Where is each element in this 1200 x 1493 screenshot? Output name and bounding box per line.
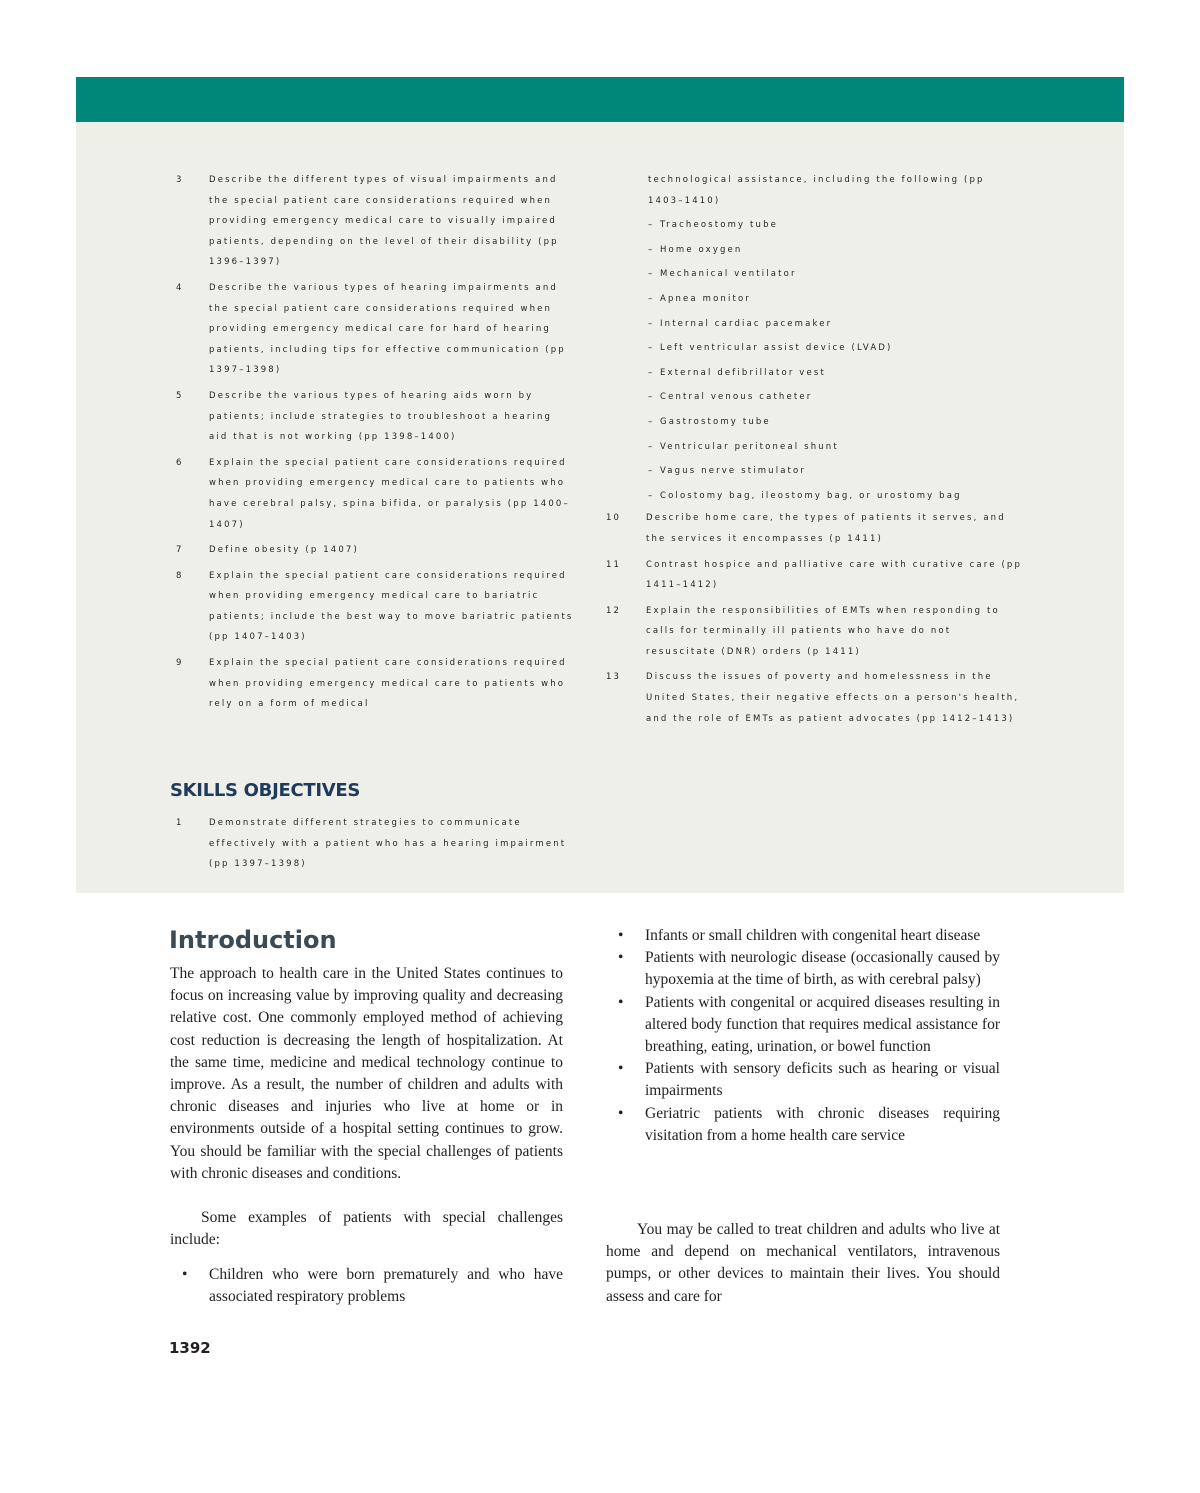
list-item: • Patients with congenital or acquired diseases resulting in altered body function that requires medical assistance for breathing, eating, urination, or bowel function xyxy=(606,992,1000,1059)
introduction-heading: Introduction xyxy=(169,926,337,954)
device-item: – Tracheostomy tube xyxy=(648,220,779,231)
device-item: – Home oxygen xyxy=(648,244,743,255)
device-item: – Colostomy bag, ileostomy bag, or urostomy bag xyxy=(648,490,962,501)
knowledge-objectives-right xyxy=(606,170,1026,729)
objective-continuation: technological assistance, including the following (pp 1403–1410) xyxy=(648,175,985,206)
list-item: • Geriatric patients with chronic diseases requiring visitation from a home health care service xyxy=(606,1103,1000,1147)
device-item: – Left ventricular assist device (LVAD) xyxy=(648,343,893,354)
objective-item: 4 Describe the various types of hearing impairments and the special patient care considerations required when providing emergency medical care for hard of hearing patients, including tips for effective communication (pp 1397–1398) xyxy=(176,282,566,376)
device-item: – Vagus nerve stimulator xyxy=(648,466,807,477)
patient-examples-list-left xyxy=(170,1264,563,1308)
skill-item: 1 Demonstrate different strategies to communicate effectively with a patient who has a hearing impairment (pp 1397–1398) xyxy=(176,818,567,870)
device-item: – Mechanical ventilator xyxy=(648,269,797,280)
intro-paragraph: You may be called to treat children and adults who live at home and depend on mechanical ventilators, intravenous pumps, or other devices to maintain their lives. You should assess and care for xyxy=(606,1221,1000,1305)
objective-item: 13 Discuss the issues of poverty and homelessness in the United States, their negative effects on a person's health, and the role of EMTs as patient advocates (pp 1412–1413) xyxy=(606,672,1020,724)
skills-objectives-list xyxy=(176,813,576,875)
objectives-right-items xyxy=(606,508,1026,729)
device-item: – Internal cardiac pacemaker xyxy=(648,318,833,329)
objective-item: 11 Contrast hospice and palliative care with curative care (pp 1411–1412) xyxy=(606,559,1023,591)
device-item: – External defibrillator vest xyxy=(648,367,826,378)
device-item: – Central venous catheter xyxy=(648,392,813,403)
device-item: – Ventricular peritoneal shunt xyxy=(648,441,839,452)
list-item: • Children who were born prematurely and who have associated respiratory problems xyxy=(170,1264,563,1308)
objective-item: 5 Describe the various types of hearing aids worn by patients; include strategies to troubleshoot a hearing aid that is not working (pp 1398–1400) xyxy=(176,390,553,443)
objective-item: 9 Explain the special patient care considerations required when providing emergency medical care to patients who rely on a form of medical xyxy=(176,658,567,710)
objective-item: 10 Describe home care, the types of patients it serves, and the services it encompasses (p 1411) xyxy=(606,513,1006,544)
objective-item: 8 Explain the special patient care considerations required when providing emergency medical care to bariatric patients; include the best way to move bariatric patients (pp 1407–1403) xyxy=(176,570,574,643)
intro-paragraph: Some examples of patients with special challenges include: xyxy=(170,1209,563,1249)
intro-paragraph: The approach to health care in the United States continues to focus on increasing value by improving quality and decreasing relative cost. One commonly employed method of achieving cost reduction is decreasing the length of hospitalization. At the same time, medicine and medical technology continue to improve. As a result, the number of children and adults with chronic diseases and injuries who live at home or in environments outside of a hospital setting continues to grow. You should be familiar with the special challenges of patients with chronic diseases and conditions. xyxy=(170,965,563,1182)
list-item: • Infants or small children with congenital heart disease xyxy=(606,925,1000,947)
patient-examples-list-right xyxy=(606,925,1000,1147)
objective-item: 6 Explain the special patient care considerations required when providing emergency medical care to patients who have cerebral palsy, spina bifida, or paralysis (pp 1400–1407) xyxy=(176,457,570,530)
header-band xyxy=(76,77,1124,122)
objective-item: 12 Explain the responsibilities of EMTs when responding to calls for terminally ill patients who have do not resuscitate (DNR) orders (p 1411) xyxy=(606,605,1000,657)
skills-objectives-heading: SKILLS OBJECTIVES xyxy=(170,780,361,801)
knowledge-objectives-left xyxy=(176,170,576,715)
objective-item: 3 Describe the different types of visual impairments and the special patient care considerations required when providing emergency medical care to visually impaired patients, depending on the level of their disability (pp 1396–1397) xyxy=(176,175,559,268)
page-number: 1392 xyxy=(169,1339,211,1357)
list-item: • Patients with sensory deficits such as hearing or visual impairments xyxy=(606,1058,1000,1102)
device-item: – Apnea monitor xyxy=(648,293,751,304)
list-item: • Patients with neurologic disease (occasionally caused by hypoxemia at the time of birth, as with cerebral palsy) xyxy=(606,947,1000,991)
objective-item: 7 Define obesity (p 1407) xyxy=(176,545,359,556)
device-item: – Gastrostomy tube xyxy=(648,416,771,427)
device-list xyxy=(606,215,1026,506)
